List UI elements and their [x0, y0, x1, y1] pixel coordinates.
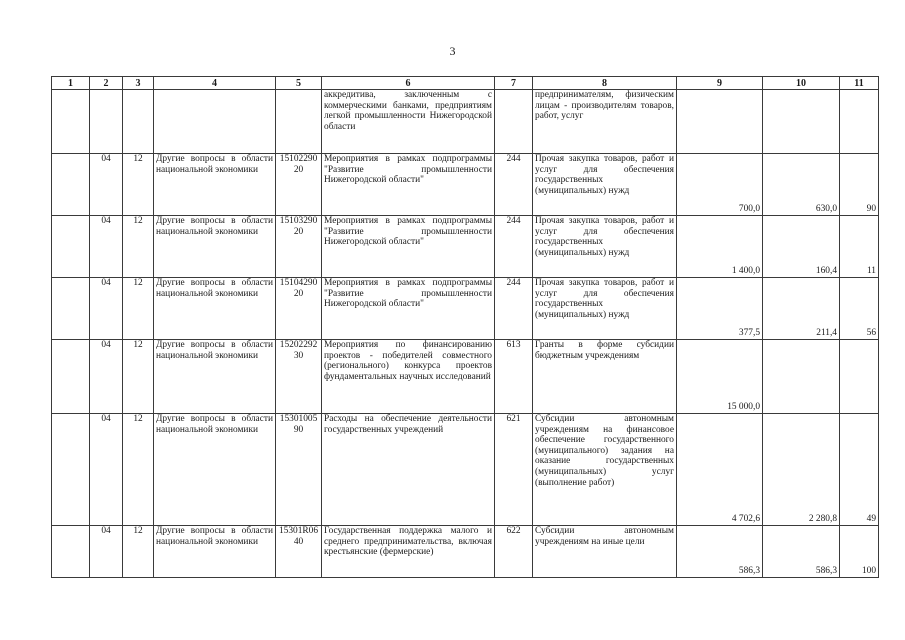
target-code-cell: 1510229020: [276, 154, 322, 216]
section-cell: 04: [90, 414, 123, 526]
section-name-cell: Другие вопросы в области национальной экономики: [154, 278, 276, 340]
program-description-cell: Мероприятия в рамках подпрограммы "Развитие промышленности Нижегородской области": [322, 216, 495, 278]
actual-amount-cell: 211,4: [763, 278, 840, 340]
planned-amount-cell: [677, 90, 763, 154]
subsection-cell: 12: [123, 340, 154, 414]
header-col-11: 11: [840, 77, 879, 90]
expense-description-cell: Субсидии автономным учреждениям на финансовое обеспечение государственного (муниципального) задания на оказание государственных (муниципальных) услуг (выполнение работ): [533, 414, 677, 526]
row-index-cell: [52, 414, 90, 526]
section-cell: 04: [90, 278, 123, 340]
expense-description-cell: Субсидии автономным учреждениям на иные цели: [533, 526, 677, 578]
expense-type-cell: 244: [495, 216, 533, 278]
actual-amount-cell: 630,0: [763, 154, 840, 216]
section-cell: 04: [90, 526, 123, 578]
program-description-cell: Государственная поддержка малого и среднего предпринимательства, включая крестьянские (фермерские): [322, 526, 495, 578]
row-index-cell: [52, 278, 90, 340]
table-row: [52, 278, 879, 340]
planned-amount-cell: 586,3: [677, 526, 763, 578]
percent-cell: 90: [840, 154, 879, 216]
expense-type-cell: 621: [495, 414, 533, 526]
section-name-cell: [154, 90, 276, 154]
header-col-1: 1: [52, 77, 90, 90]
table-row: [52, 340, 879, 414]
target-code-cell: 1510429020: [276, 278, 322, 340]
row-index-cell: [52, 216, 90, 278]
row-index-cell: [52, 90, 90, 154]
planned-amount-cell: 377,5: [677, 278, 763, 340]
header-row: [52, 77, 879, 90]
subsection-cell: 12: [123, 216, 154, 278]
program-description-cell: аккредитива, заключенным с коммерческими банками, предприятиям легкой промышленности Нижегородской области: [322, 90, 495, 154]
section-name-cell: Другие вопросы в области национальной экономики: [154, 216, 276, 278]
actual-amount-cell: [763, 340, 840, 414]
header-col-4: 4: [154, 77, 276, 90]
actual-amount-cell: 160,4: [763, 216, 840, 278]
expense-type-cell: 613: [495, 340, 533, 414]
target-code-cell: 1510329020: [276, 216, 322, 278]
program-description-cell: Мероприятия в рамках подпрограммы "Развитие промышленности Нижегородской области": [322, 154, 495, 216]
row-index-cell: [52, 526, 90, 578]
expense-description-cell: Прочая закупка товаров, работ и услуг для обеспечения государственных (муниципальных) нужд: [533, 278, 677, 340]
subsection-cell: 12: [123, 278, 154, 340]
subsection-cell: 12: [123, 414, 154, 526]
target-code-cell: 15301R0640: [276, 526, 322, 578]
header-col-6: 6: [322, 77, 495, 90]
percent-cell: 56: [840, 278, 879, 340]
planned-amount-cell: 15 000,0: [677, 340, 763, 414]
percent-cell: [840, 340, 879, 414]
program-description-cell: Расходы на обеспечение деятельности государственных учреждений: [322, 414, 495, 526]
expense-type-cell: [495, 90, 533, 154]
percent-cell: [840, 90, 879, 154]
section-name-cell: Другие вопросы в области национальной экономики: [154, 414, 276, 526]
subsection-cell: [123, 90, 154, 154]
section-name-cell: Другие вопросы в области национальной экономики: [154, 526, 276, 578]
target-code-cell: 1520229230: [276, 340, 322, 414]
header-col-5: 5: [276, 77, 322, 90]
table-row: [52, 216, 879, 278]
table-row: [52, 526, 879, 578]
row-index-cell: [52, 154, 90, 216]
subsection-cell: 12: [123, 526, 154, 578]
planned-amount-cell: 1 400,0: [677, 216, 763, 278]
table-row: [52, 154, 879, 216]
header-col-2: 2: [90, 77, 123, 90]
expense-description-cell: Прочая закупка товаров, работ и услуг для обеспечения государственных (муниципальных) нужд: [533, 216, 677, 278]
section-name-cell: Другие вопросы в области национальной экономики: [154, 154, 276, 216]
section-cell: 04: [90, 154, 123, 216]
section-name-cell: Другие вопросы в области национальной экономики: [154, 340, 276, 414]
section-cell: 04: [90, 216, 123, 278]
expense-type-cell: 244: [495, 278, 533, 340]
percent-cell: 49: [840, 414, 879, 526]
table-row: [52, 90, 879, 154]
planned-amount-cell: 4 702,6: [677, 414, 763, 526]
budget-table: [51, 76, 879, 578]
row-index-cell: [52, 340, 90, 414]
section-cell: [90, 90, 123, 154]
target-code-cell: [276, 90, 322, 154]
table-row: [52, 414, 879, 526]
program-description-cell: Мероприятия в рамках подпрограммы "Развитие промышленности Нижегородской области": [322, 278, 495, 340]
expense-description-cell: Гранты в форме субсидии бюджетным учреждениям: [533, 340, 677, 414]
percent-cell: 11: [840, 216, 879, 278]
percent-cell: 100: [840, 526, 879, 578]
actual-amount-cell: [763, 90, 840, 154]
target-code-cell: 1530100590: [276, 414, 322, 526]
header-col-9: 9: [677, 77, 763, 90]
page-number: 3: [449, 44, 456, 58]
planned-amount-cell: 700,0: [677, 154, 763, 216]
actual-amount-cell: 586,3: [763, 526, 840, 578]
section-cell: 04: [90, 340, 123, 414]
expense-description-cell: Прочая закупка товаров, работ и услуг для обеспечения государственных (муниципальных) нужд: [533, 154, 677, 216]
program-description-cell: Мероприятия по финансированию проектов - победителей совместного (регионального) конкурса проектов фундаментальных научных исследований: [322, 340, 495, 414]
header-col-3: 3: [123, 77, 154, 90]
header-col-8: 8: [533, 77, 677, 90]
expense-type-cell: 244: [495, 154, 533, 216]
header-col-10: 10: [763, 77, 840, 90]
header-col-7: 7: [495, 77, 533, 90]
expense-description-cell: предпринимателям, физическим лицам - производителям товаров, работ, услуг: [533, 90, 677, 154]
subsection-cell: 12: [123, 154, 154, 216]
expense-type-cell: 622: [495, 526, 533, 578]
actual-amount-cell: 2 280,8: [763, 414, 840, 526]
